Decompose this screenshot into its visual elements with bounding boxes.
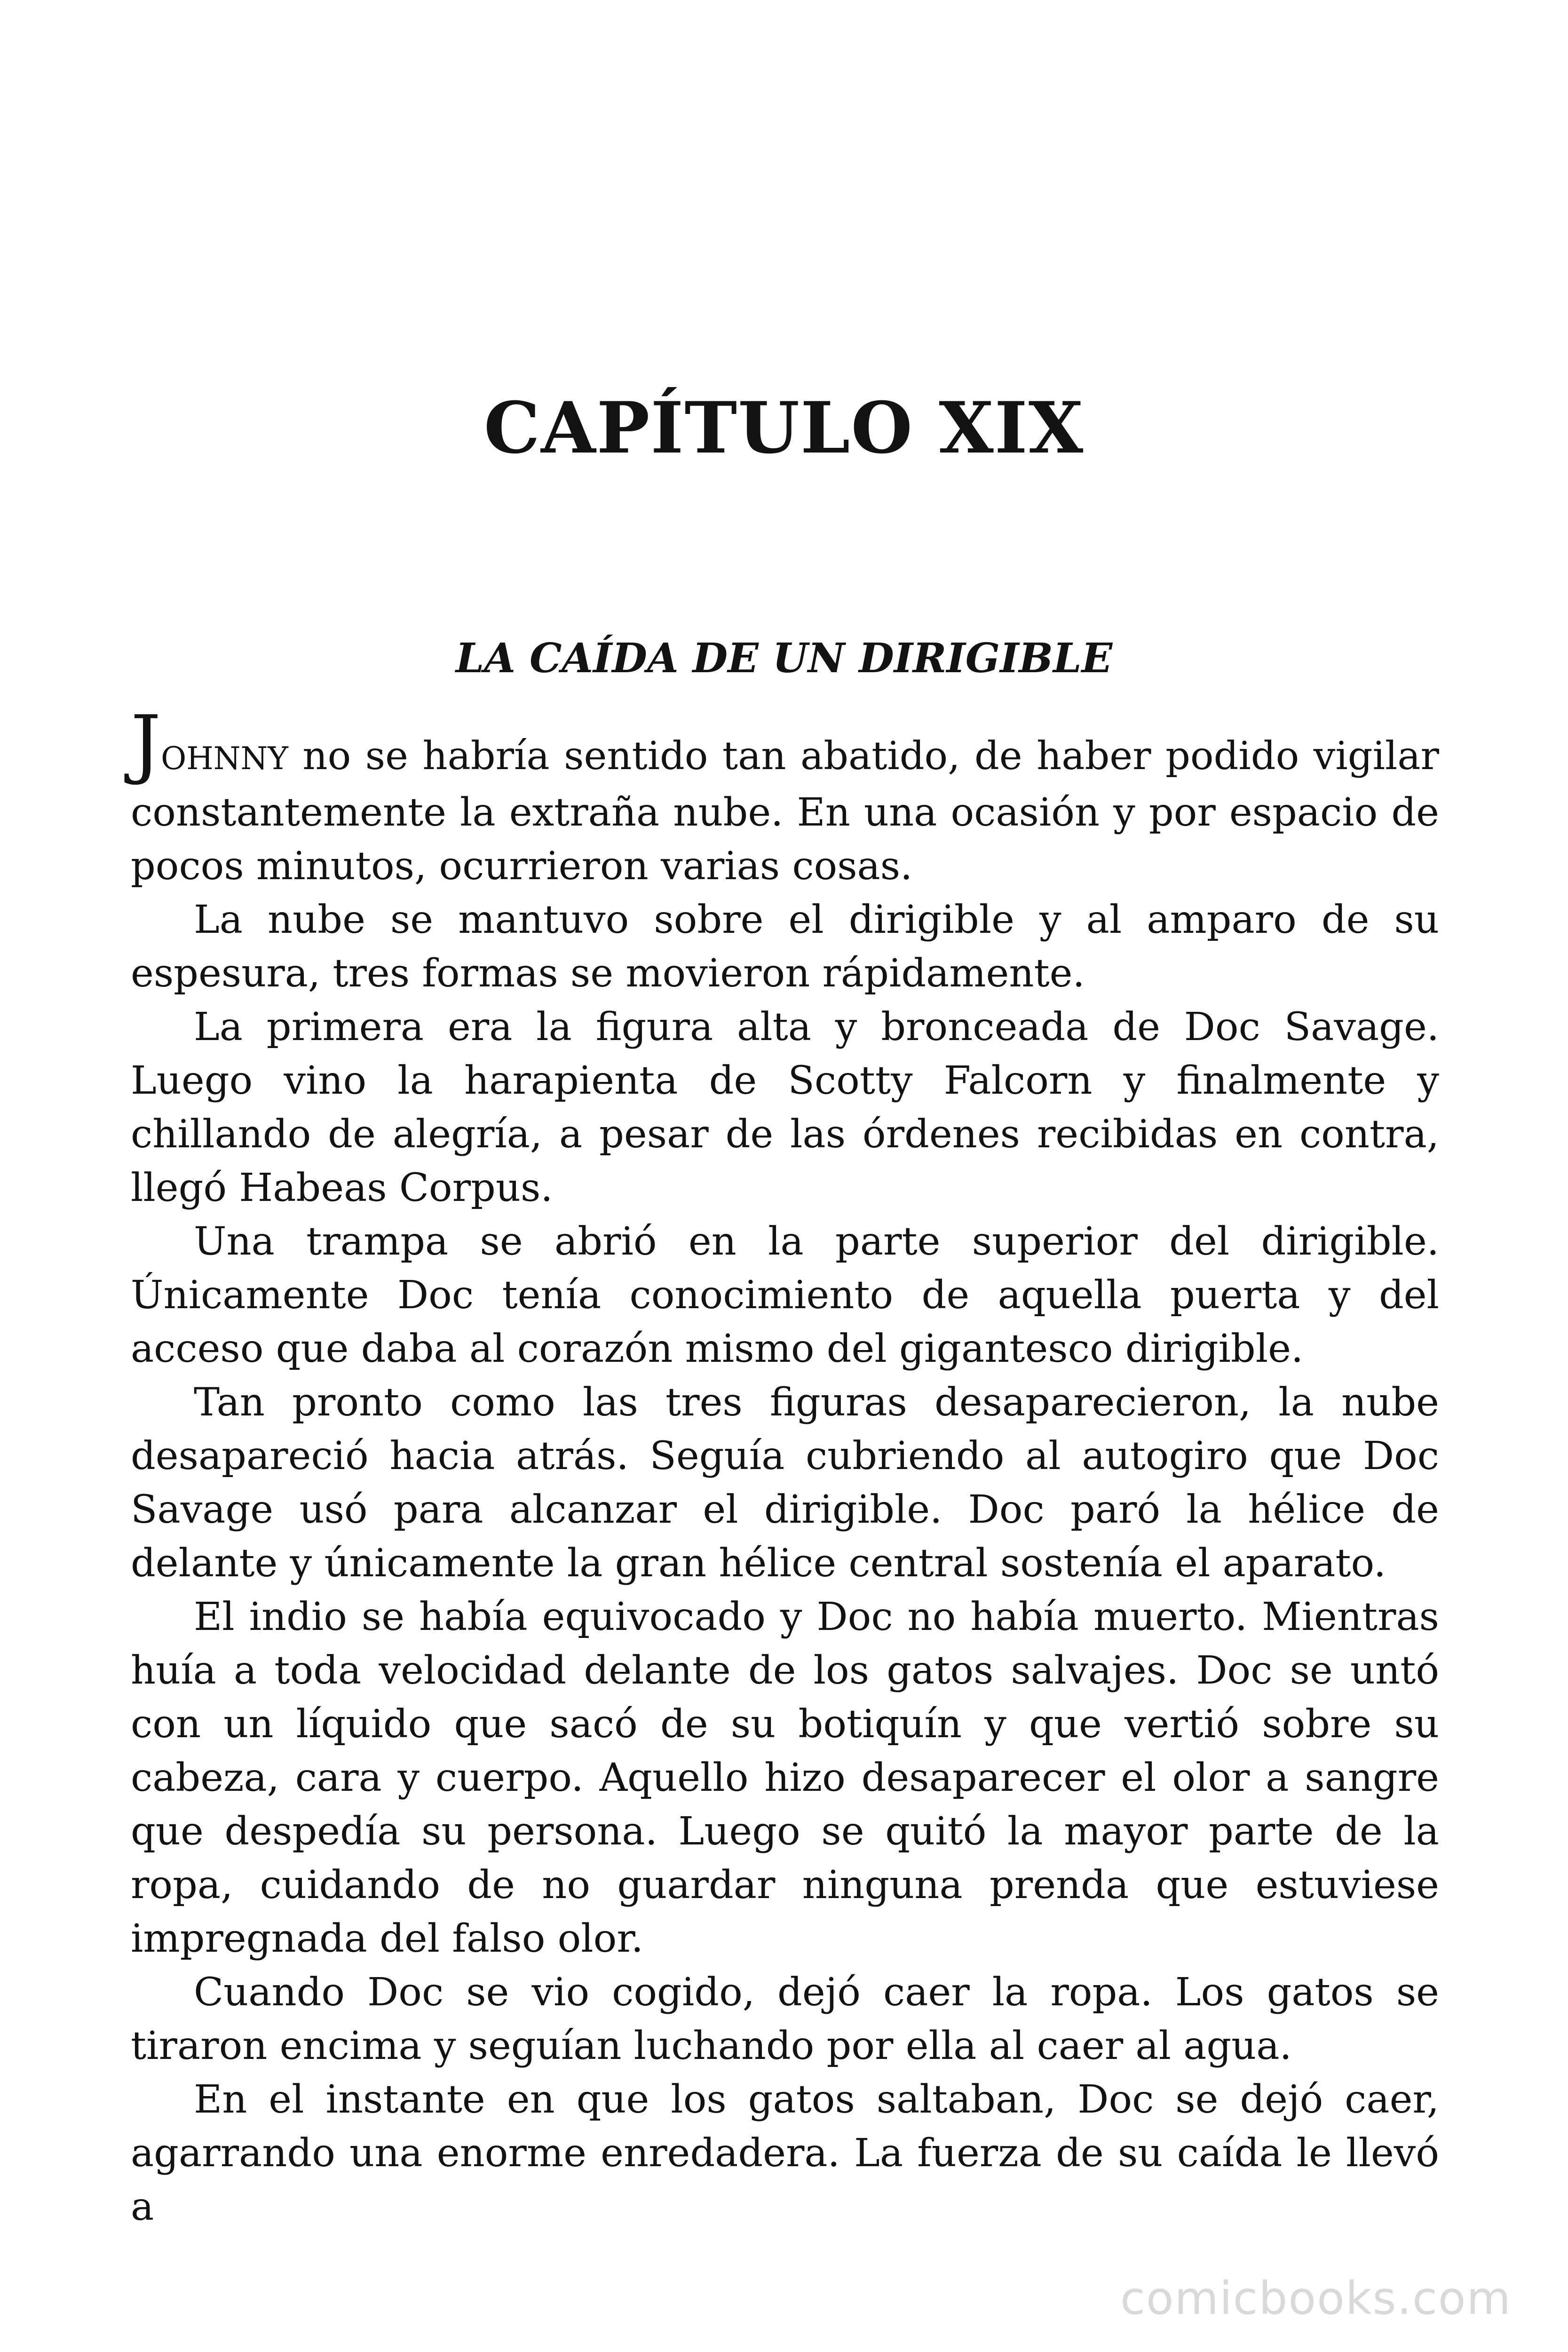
- drop-cap: J: [131, 699, 161, 787]
- chapter-subtitle: LA CAÍDA DE UN DIRIGIBLE: [455, 635, 1113, 682]
- paragraph-1: [131, 699, 1439, 893]
- paragraph-6: El indio se había equivocado y Doc no había muerto. Mientras huía a toda velocidad delante de los gatos salvajes. Doc se untó con un líquido que sacó de su botiquín y que vertió sobre su cabeza, cara y cuerpo. Aquello hizo desaparecer el olor a sangre que despedía su persona. Luego se quitó la mayor parte de la ropa, cuidando de no guardar ninguna prenda que estuviese impregnada del falso olor.: [131, 1594, 1439, 1961]
- lead-smallcaps: OHNNY: [161, 740, 288, 777]
- paragraph-4: Una trampa se abrió en la parte superior del dirigible. Únicamente Doc tenía conocimiento de aquella puerta y del acceso que daba al corazón mismo del gigantesco dirigible.: [131, 1219, 1439, 1371]
- chapter-title: CAPÍTULO XIX: [483, 387, 1085, 469]
- paragraph-5: Tan pronto como las tres figuras desaparecieron, la nube desapareció hacia atrás. Seguía cubriendo al autogiro que Doc Savage usó para alcanzar el dirigible. Doc paró la hélice de delante y únicamente la gran hélice central sostenía el aparato.: [131, 1380, 1439, 1586]
- paragraph-3: La primera era la figura alta y bronceada de Doc Savage. Luego vino la harapienta de Scotty Falcorn y finalmente y chillando de alegría, a pesar de las órdenes recibidas en contra, llegó Habeas Corpus.: [131, 1004, 1439, 1210]
- paragraph-8: En el instante en que los gatos saltaban, Doc se dejó caer, agarrando una enorme enredadera. La fuerza de su caída le llevó a: [131, 2077, 1439, 2229]
- paragraph-7: Cuando Doc se vio cogido, dejó caer la ropa. Los gatos se tiraron encima y seguían luchando por ella al caer al agua.: [131, 1970, 1439, 2068]
- paragraph-2: La nube se mantuvo sobre el dirigible y al amparo de su espesura, tres formas se movieron rápidamente.: [131, 897, 1439, 996]
- watermark: comicbooks.com: [1120, 2272, 1512, 2325]
- chapter-body: [131, 699, 1439, 2233]
- paragraph-1-text: no se habría sentido tan abatido, de haber podido vigilar constantemente la extraña nube. En una ocasión y por espacio de pocos minutos, ocurrieron varias cosas.: [131, 733, 1439, 889]
